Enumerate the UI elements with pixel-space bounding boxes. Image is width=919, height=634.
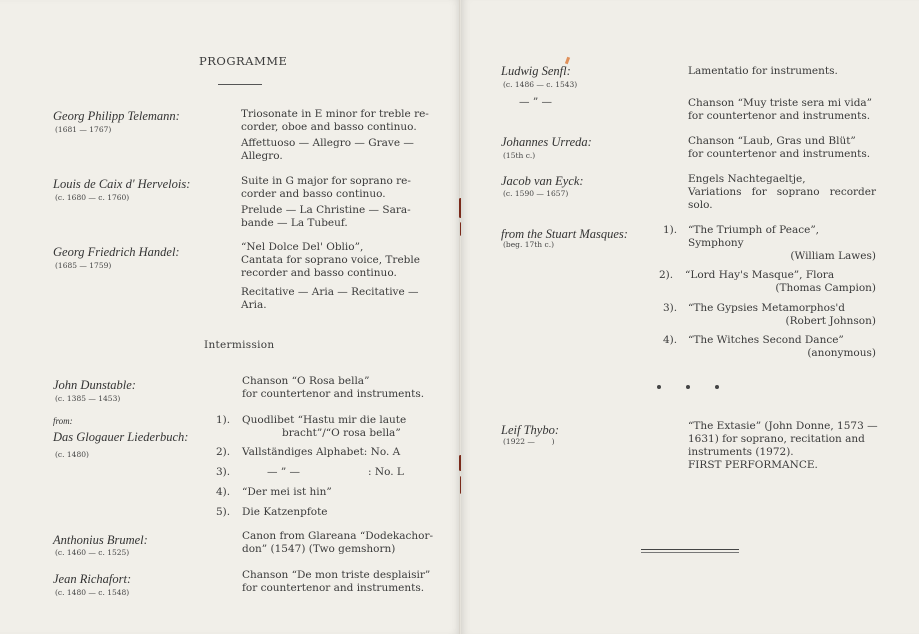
item-number: 4). [663, 334, 678, 346]
right-page [461, 0, 919, 634]
composer-name: Ludwig Senfl: [501, 64, 571, 78]
work-description [241, 108, 431, 134]
composer-name: from the Stuart Masques: [501, 227, 628, 241]
work-line: “The Witches Second Dance” [688, 334, 844, 346]
composer-name: Das Glogauer Liederbuch: [53, 430, 189, 444]
work-line: Cantata for soprano voice, Treble [241, 254, 420, 266]
work-line: Triosonate in E minor for treble re- [241, 108, 429, 120]
end-rule [641, 552, 739, 553]
item-text [688, 302, 876, 328]
composer-name: Jean Richafort: [53, 572, 132, 586]
composer-name: Louis de Caix d' Hervelois: [53, 177, 191, 191]
composer-name: Jacob van Eyck: [501, 174, 584, 188]
composer-dates: (c. 1590 — 1657) [503, 189, 569, 198]
work-line: Engels Nachtegaeltje, [688, 173, 806, 185]
item-number: 3). [216, 466, 231, 478]
item-text: — ” — [267, 466, 301, 478]
work-line: (Robert Johnson) [785, 315, 876, 327]
item-number: 3). [663, 302, 678, 314]
item-text: Die Katzenpfote [242, 506, 328, 518]
composer-dates: (1681 — 1767) [55, 125, 112, 134]
work-line: Variations for soprano recorder [688, 186, 876, 198]
item-number: 1). [663, 224, 678, 236]
work-line: “The Triumph of Peace”, Symphony [688, 224, 820, 249]
work-line: for countertenor and instruments. [688, 110, 871, 122]
work-description [688, 135, 888, 161]
first-performance-note: FIRST PERFORMANCE. [688, 459, 818, 471]
work-line: recorder and basso continuo. [241, 267, 397, 279]
item-text [242, 414, 434, 440]
work-description [688, 420, 878, 472]
work-description: Lamentatio for instruments. [688, 65, 838, 77]
work-line: “Nel Dolce Del' Oblio”, [241, 241, 364, 253]
work-line: 1631) for soprano, recitation and [688, 433, 865, 445]
composer-name: Georg Philipp Telemann: [53, 109, 180, 123]
item-text: “Der mei ist hin” [242, 486, 332, 498]
composer-dates: (beg. 17th c.) [503, 240, 555, 249]
composer-dates: (c. 1480) [55, 450, 89, 459]
separator-dot [715, 385, 719, 389]
work-line: Allegro. [241, 150, 283, 162]
work-description [241, 241, 431, 280]
work-line: Recitative — Aria — Recitative — [241, 286, 419, 298]
work-line: Affettuoso — Allegro — Grave — [241, 137, 414, 149]
work-movements [241, 286, 431, 312]
work-description [242, 530, 434, 556]
separator-dot [686, 385, 690, 389]
composer-dates: (1922 — ) [503, 437, 555, 446]
item-text [688, 224, 876, 263]
item-number: 2). [659, 269, 674, 281]
work-line: Chanson “De mon triste desplaisir” [242, 569, 431, 581]
work-line: Quodlibet “Hastu mir die laute [242, 414, 407, 426]
separator-dot [657, 385, 661, 389]
programme-title: PROGRAMME [199, 54, 288, 68]
work-line: solo. [688, 199, 713, 211]
item-text [688, 334, 876, 360]
work-description [688, 173, 876, 212]
work-line: bande — La Tubeuf. [241, 217, 348, 229]
work-line: “The Extasie” (John Donne, 1573 — [688, 420, 878, 432]
composer-dates: (c. 1480 — c. 1548) [55, 588, 130, 597]
item-number: 2). [216, 446, 231, 458]
end-rule [641, 549, 739, 550]
ditto-mark: — ” — [519, 96, 553, 108]
composer-name: Leif Thybo: [501, 423, 559, 437]
composer-dates: (1685 — 1759) [55, 261, 112, 270]
composer-name: Anthonius Brumel: [53, 533, 148, 547]
composer-dates: (15th c.) [503, 151, 536, 160]
composer-name: Johannes Urreda: [501, 135, 592, 149]
work-movements [241, 204, 431, 230]
work-line: instruments (1972). [688, 446, 794, 458]
work-line: (William Lawes) [790, 250, 876, 262]
item-number: 5). [216, 506, 231, 518]
composer-dates: (c. 1385 — 1453) [55, 394, 121, 403]
composer-dates: (c. 1460 — c. 1525) [55, 548, 130, 557]
work-movements [241, 137, 431, 163]
work-line: Chanson “O Rosa bella” [242, 375, 370, 387]
work-line: “Lord Hay's Masque”, Flora [685, 269, 835, 281]
work-line: Prelude — La Christine — Sara- [241, 204, 411, 216]
composer-dates: (c. 1486 — c. 1543) [503, 80, 578, 89]
work-description [688, 97, 888, 123]
work-description [242, 569, 442, 595]
work-line: corder, oboe and basso continuo. [241, 121, 417, 133]
item-number: 1). [216, 414, 231, 426]
work-description [242, 375, 432, 401]
composer-prefix: from: [53, 416, 73, 426]
work-line: for countertenor and instruments. [242, 388, 425, 400]
work-line: (anonymous) [807, 347, 876, 359]
work-line: corder and basso continuo. [241, 188, 386, 200]
item-text: : No. L [368, 466, 404, 478]
work-line: “The Gypsies Metamorphos'd [688, 302, 845, 314]
work-line: Chanson “Muy triste sera mi vida” [688, 97, 873, 109]
work-line: bracht”/“O rosa bella” [282, 427, 401, 439]
work-line: Chanson “Laub, Gras und Blüt” [688, 135, 856, 147]
composer-name: John Dunstable: [53, 378, 136, 392]
composer-dates: (c. 1680 — c. 1760) [55, 193, 130, 202]
item-text: Vallständiges Alphabet: No. A [242, 446, 401, 458]
composer-name: Georg Friedrich Handel: [53, 245, 180, 259]
intermission-heading: Intermission [204, 339, 275, 351]
work-description [241, 175, 431, 201]
item-number: 4). [216, 486, 231, 498]
item-text [685, 269, 876, 295]
title-rule [218, 84, 262, 85]
work-line: (Thomas Campion) [775, 282, 876, 294]
work-line: Canon from Glareana “Dodekachor- [242, 530, 434, 542]
work-line: don” (1547) (Two gemshorn) [242, 543, 396, 555]
work-line: Aria. [241, 299, 267, 311]
work-line: Suite in G major for soprano re- [241, 175, 411, 187]
work-line: for countertenor and instruments. [688, 148, 871, 160]
work-line: for countertenor and instruments. [242, 582, 425, 594]
